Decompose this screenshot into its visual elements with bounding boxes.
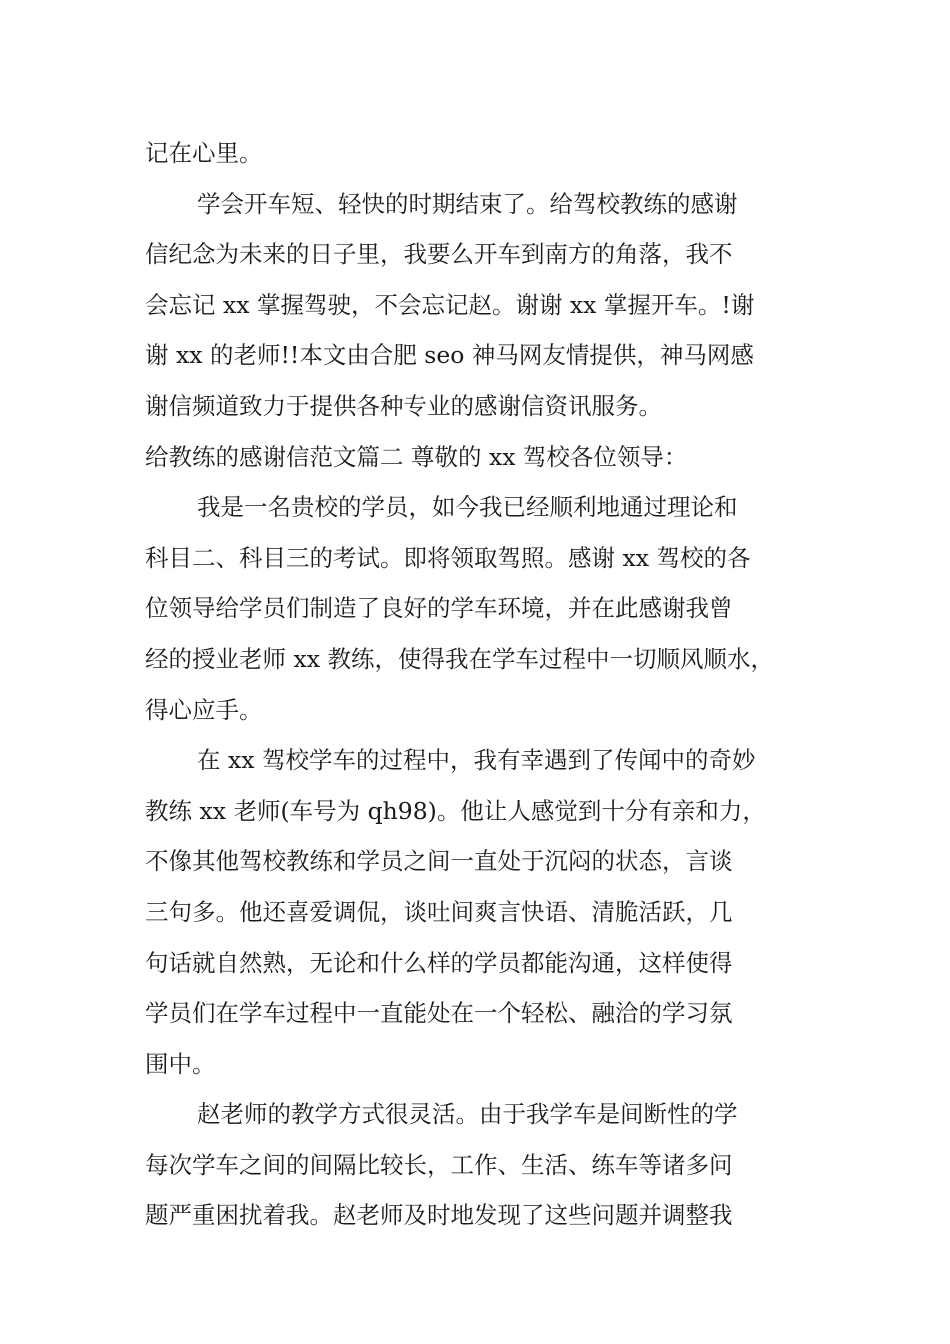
text-line: 教练 xx 老师(车号为 qh98)。他让人感觉到十分有亲和力， [145,796,766,825]
text-line: 在 xx 驾校学车的过程中，我有幸遇到了传闻中的奇妙 [197,746,756,775]
document-page [145,128,810,1241]
text-line: 得心应手。 [145,695,263,724]
text-line: 学会开车短、轻快的时期结束了。给驾校教练的感谢 [197,189,738,218]
text-line: 经的授业老师 xx 教练，使得我在学车过程中一切顺风顺水， [145,644,774,673]
text-line: 三句多。他还喜爱调侃，谈吐间爽言快语、清脆活跃，几 [145,897,733,926]
text-line: 谢 xx 的老师!!本文由合肥 seo 神马网友情提供，神马网感 [145,341,754,370]
text-line: 不像其他驾校教练和学员之间一直处于沉闷的状态，言谈 [145,847,733,876]
text-line: 围中。 [145,1049,216,1078]
text-line: 我是一名贵校的学员，如今我已经顺利地通过理论和 [197,493,738,522]
text-line: 每次学车之间的间隔比较长，工作、生活、练车等诸多问 [145,1150,733,1179]
text-line: 赵老师的教学方式很灵活。由于我学车是间断性的学 [197,1100,738,1129]
text-line: 科目二、科目三的考试。即将领取驾照。感谢 xx 驾校的各 [145,543,751,572]
section-heading-line: 给教练的感谢信范文篇二 尊敬的 xx 驾校各位领导： [145,442,688,471]
text-line: 谢信频道致力于提供各种专业的感谢信资讯服务。 [145,391,662,420]
text-line: 题严重困扰着我。赵老师及时地发现了这些问题并调整我 [145,1201,733,1230]
text-line: 句话就自然熟，无论和什么样的学员都能沟通，这样使得 [145,948,733,977]
text-line: 会忘记 xx 掌握驾驶，不会忘记赵。谢谢 xx 掌握开车。!谢 [145,290,755,319]
text-line: 记在心里。 [145,139,263,167]
text-line: 信纪念为未来的日子里，我要么开车到南方的角落，我不 [145,240,733,269]
text-line: 位领导给学员们制造了良好的学车环境，并在此感谢我曾 [145,594,733,623]
text-line: 学员们在学车过程中一直能处在一个轻松、融洽的学习氛 [145,999,733,1028]
